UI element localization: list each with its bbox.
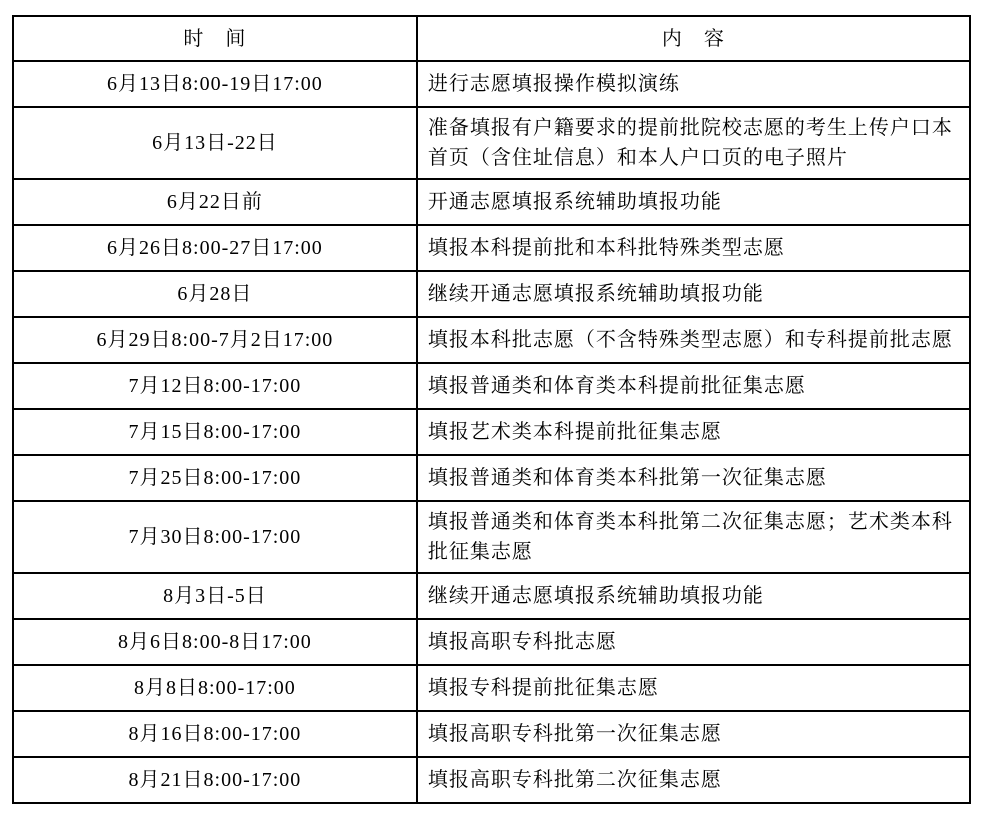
content-cell: 准备填报有户籍要求的提前批院校志愿的考生上传户口本首页（含住址信息）和本人户口页的电子照片 [417,107,970,179]
time-cell: 8月16日8:00-17:00 [13,711,417,757]
time-cell: 8月6日8:00-8日17:00 [13,619,417,665]
time-cell: 6月13日8:00-19日17:00 [13,61,417,107]
content-cell: 继续开通志愿填报系统辅助填报功能 [417,271,970,317]
schedule-table-body [13,61,970,803]
table-row [13,455,970,501]
table-row [13,501,970,573]
time-cell: 7月30日8:00-17:00 [13,501,417,573]
content-cell: 填报普通类和体育类本科批第二次征集志愿；艺术类本科批征集志愿 [417,501,970,573]
table-row [13,317,970,363]
content-cell: 开通志愿填报系统辅助填报功能 [417,179,970,225]
time-cell: 8月21日8:00-17:00 [13,757,417,803]
schedule-table-header [13,16,970,61]
content-cell: 填报高职专科批第二次征集志愿 [417,757,970,803]
content-cell: 进行志愿填报操作模拟演练 [417,61,970,107]
table-row [13,225,970,271]
content-cell: 填报艺术类本科提前批征集志愿 [417,409,970,455]
table-row [13,363,970,409]
time-column-header: 时 间 [13,16,417,61]
table-row [13,619,970,665]
content-cell: 继续开通志愿填报系统辅助填报功能 [417,573,970,619]
table-row [13,665,970,711]
content-cell: 填报本科提前批和本科批特殊类型志愿 [417,225,970,271]
content-cell: 填报本科批志愿（不含特殊类型志愿）和专科提前批志愿 [417,317,970,363]
table-row [13,179,970,225]
time-cell: 6月13日-22日 [13,107,417,179]
table-row [13,271,970,317]
schedule-table [12,15,971,804]
content-cell: 填报普通类和体育类本科批第一次征集志愿 [417,455,970,501]
content-cell: 填报普通类和体育类本科提前批征集志愿 [417,363,970,409]
time-cell: 8月8日8:00-17:00 [13,665,417,711]
content-cell: 填报高职专科批第一次征集志愿 [417,711,970,757]
content-column-header: 内 容 [417,16,970,61]
time-cell: 6月26日8:00-27日17:00 [13,225,417,271]
table-row [13,573,970,619]
header-row [13,16,970,61]
table-row [13,107,970,179]
time-cell: 7月25日8:00-17:00 [13,455,417,501]
content-cell: 填报专科提前批征集志愿 [417,665,970,711]
table-row [13,409,970,455]
time-cell: 7月15日8:00-17:00 [13,409,417,455]
time-cell: 6月28日 [13,271,417,317]
table-row [13,711,970,757]
table-row [13,757,970,803]
table-row [13,61,970,107]
content-cell: 填报高职专科批志愿 [417,619,970,665]
time-cell: 6月22日前 [13,179,417,225]
time-cell: 7月12日8:00-17:00 [13,363,417,409]
time-cell: 8月3日-5日 [13,573,417,619]
time-cell: 6月29日8:00-7月2日17:00 [13,317,417,363]
